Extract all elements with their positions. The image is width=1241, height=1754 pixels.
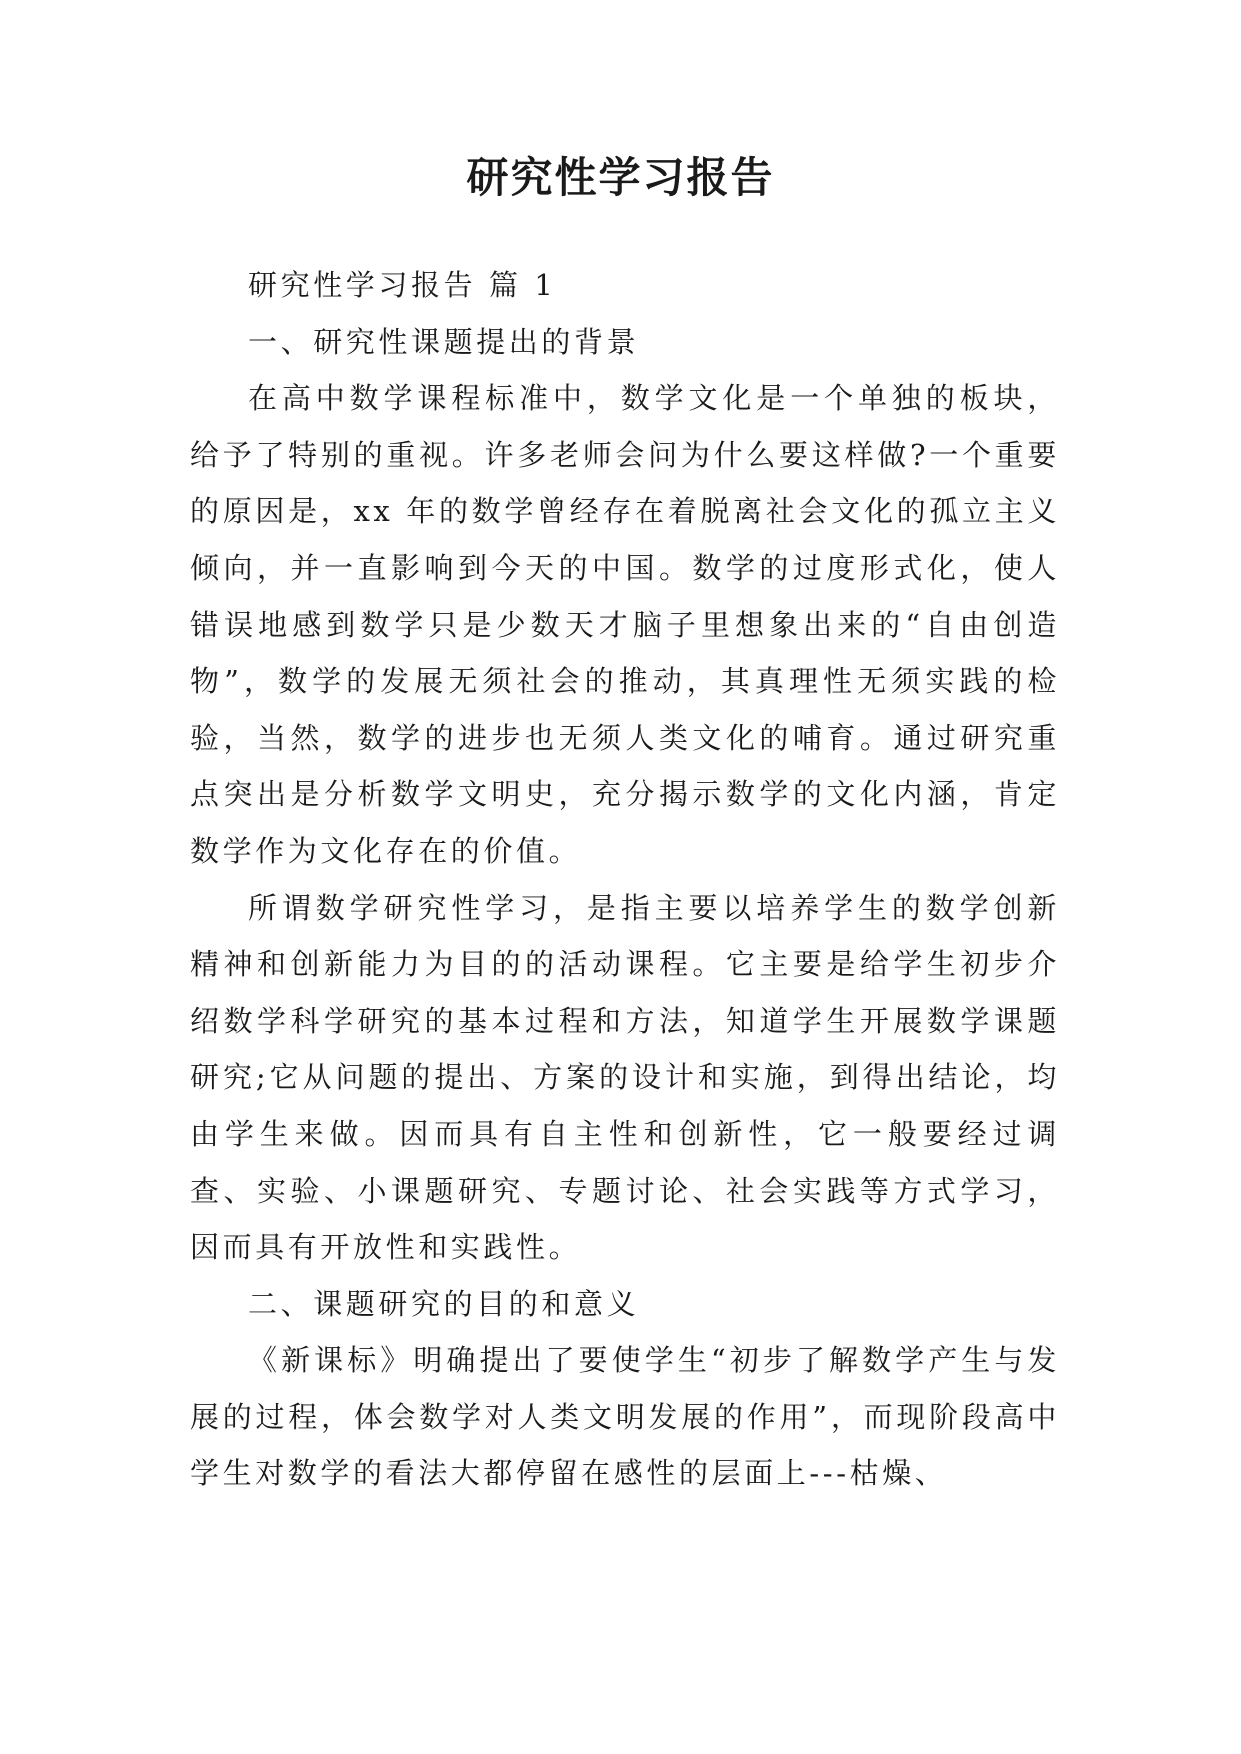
document-body xyxy=(190,257,1060,1502)
paragraph-definition: 所谓数学研究性学习，是指主要以培养学生的数学创新精神和创新能力为目的的活动课程。它主要是给学生初步介绍数学科学研究的基本过程和方法，知道学生开展数学课题研究;它从问题的提出、方案的设计和实施，到得出结论，均由学生来做。因而具有自主性和创新性，它一般要经过调查、实验、小课题研究、专题讨论、社会实践等方式学习，因而具有开放性和实践性。 xyxy=(190,890,1060,1265)
section-heading-purpose: 二、课题研究的目的和意义 xyxy=(248,1286,640,1321)
paragraph-purpose: 《新课标》明确提出了要使学生“初步了解数学产生与发展的过程，体会数学对人类文明发展的作用”，而现阶段高中学生对数学的看法大都停留在感性的层面上---枯燥、 xyxy=(190,1343,1060,1491)
section-label: 研究性学习报告 篇 1 xyxy=(248,268,557,302)
document-title: 研究性学习报告 xyxy=(466,153,775,202)
section-heading-background: 一、研究性课题提出的背景 xyxy=(248,324,640,359)
paragraph-background: 在高中数学课程标准中，数学文化是一个单独的板块，给予了特别的重视。许多老师会问为什么要这样做?一个重要的原因是，xx 年的数学曾经存在着脱离社会文化的孤立主义倾向，并一直影响到今天的中国。数学的过度形式化，使人错误地感到数学只是少数天才脑子里想象出来的“自由创造物”，数学的发展无须社会的推动，其真理性无须实践的检验，当然，数学的进步也无须人类文化的哺育。通过研究重点突出是分析数学文明史，充分揭示数学的文化内涵，肯定数学作为文化存在的价值。 xyxy=(190,381,1060,868)
